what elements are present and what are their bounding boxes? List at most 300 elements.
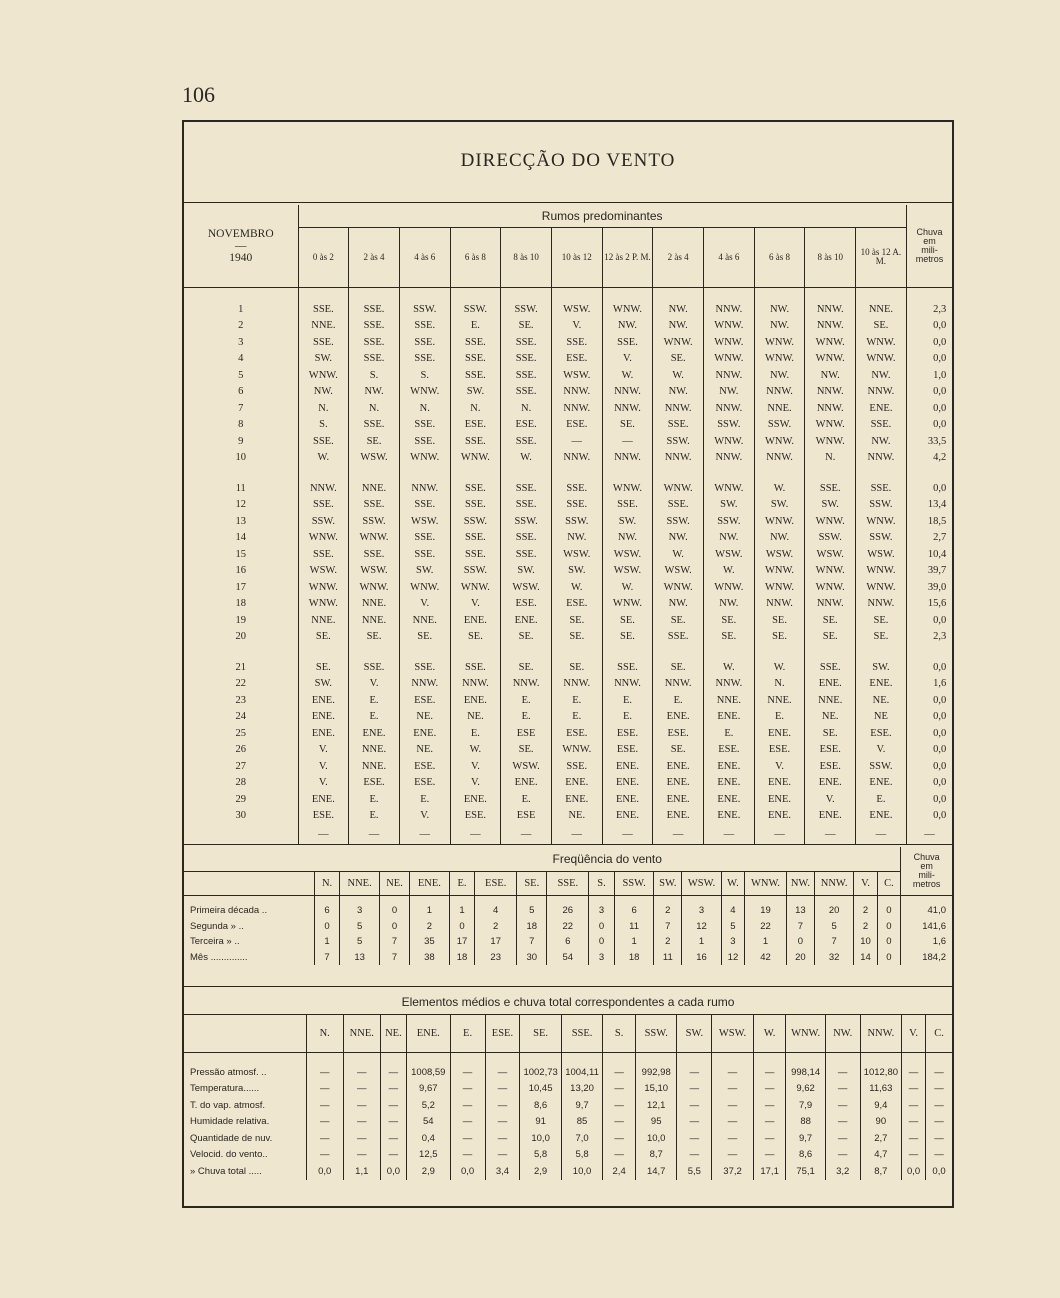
element-cell: — <box>485 1064 520 1081</box>
count-cell: 7 <box>654 919 682 935</box>
rain-cell: 2,3 <box>906 301 952 318</box>
direction-cell: SSE. <box>653 497 704 514</box>
element-cell: 2,4 <box>603 1163 636 1180</box>
spacer-cell <box>379 895 409 903</box>
spacer-cell <box>721 895 744 903</box>
element-cell: — <box>380 1147 406 1164</box>
spacer-cell <box>682 895 722 903</box>
spacer-cell <box>349 287 400 301</box>
table-row <box>184 1130 952 1147</box>
direction-cell: SSE. <box>501 546 552 563</box>
direction-cell: NNE. <box>298 318 349 335</box>
spacer-cell <box>184 1052 306 1064</box>
spacer-cell <box>517 895 547 903</box>
direction-cell: NNE. <box>754 400 805 417</box>
direction-cell: E. <box>551 709 602 726</box>
freq-rain-header <box>901 847 952 895</box>
spacer-cell <box>306 1052 343 1064</box>
direction-cell: ENE. <box>856 400 907 417</box>
direction-cell: W. <box>450 742 501 759</box>
direction-cell: ESE. <box>450 417 501 434</box>
direction-cell: WSW. <box>399 513 450 530</box>
spacer-cell <box>399 645 450 659</box>
direction-cell: WNW. <box>704 318 755 335</box>
direction-cell: SSW. <box>805 530 856 547</box>
direction-cell: SW. <box>298 351 349 368</box>
element-cell: — <box>485 1147 520 1164</box>
spacer-cell <box>745 895 787 903</box>
direction-cell: NE. <box>399 709 450 726</box>
direction-cell: V. <box>450 775 501 792</box>
direction-cell: WSW. <box>805 546 856 563</box>
count-cell: 32 <box>814 950 854 966</box>
direction-cell: NW. <box>349 384 400 401</box>
direction-cell: ENE. <box>298 709 349 726</box>
table-row <box>184 513 952 530</box>
spacer-cell <box>654 895 682 903</box>
table-row <box>184 775 952 792</box>
element-cell: — <box>926 1081 952 1098</box>
spacer-cell <box>184 895 314 903</box>
element-cell: — <box>902 1097 926 1114</box>
spacer-cell <box>343 1052 380 1064</box>
table-row <box>184 725 952 742</box>
direction-cell: SSE. <box>856 480 907 497</box>
direction-cell: SSE. <box>399 318 450 335</box>
section-divider <box>184 844 952 845</box>
direction-cell: ESE. <box>551 725 602 742</box>
dash-cell: — <box>602 824 653 844</box>
element-cell: 85 <box>561 1114 602 1131</box>
direction-cell: NNE. <box>704 692 755 709</box>
element-cell: 11,63 <box>860 1081 901 1098</box>
spacer-cell <box>677 1052 712 1064</box>
direction-cell: NNE. <box>805 692 856 709</box>
direction-cell: SSW. <box>450 301 501 318</box>
direction-cell: WNW. <box>298 579 349 596</box>
direction-cell: ENE. <box>704 808 755 825</box>
rain-cell: 2,3 <box>906 629 952 646</box>
direction-cell: SSW. <box>501 301 552 318</box>
table-row <box>184 301 952 318</box>
spacer-cell <box>314 895 340 903</box>
direction-cell: ENE. <box>602 791 653 808</box>
direction-cell: SSE. <box>399 334 450 351</box>
direction-cell: WNW. <box>856 351 907 368</box>
direction-cell: WNW. <box>805 334 856 351</box>
count-cell: 1 <box>614 934 654 950</box>
direction-cell: WNW. <box>754 351 805 368</box>
table-row <box>184 903 952 919</box>
direction-cell: SE. <box>349 629 400 646</box>
direction-cell: SSE. <box>602 334 653 351</box>
count-cell: 12 <box>721 950 744 966</box>
hour-header: 6 às 8 <box>754 227 805 287</box>
direction-cell: SSE. <box>501 497 552 514</box>
spacer-cell <box>653 645 704 659</box>
rain-cell: 10,4 <box>906 546 952 563</box>
direction-cell: ENE. <box>754 791 805 808</box>
element-cell: — <box>677 1114 712 1131</box>
direction-cell: SSE. <box>450 334 501 351</box>
direction-header: ESE. <box>485 1014 520 1052</box>
group-header-rumos: Rumos predominantes <box>298 205 906 227</box>
row-label: Quantidade de nuv. <box>190 1132 273 1144</box>
direction-header: SSE. <box>561 1014 602 1052</box>
group-header-elements: Elementos médios e chuva total correspondentes a cada rumo <box>401 994 735 1009</box>
spacer-cell <box>349 466 400 480</box>
hour-header: 2 às 4 <box>653 227 704 287</box>
element-cell: — <box>343 1097 380 1114</box>
direction-cell: V. <box>856 742 907 759</box>
direction-cell: V. <box>551 318 602 335</box>
direction-cell: NNW. <box>754 450 805 467</box>
direction-cell: NNW. <box>805 400 856 417</box>
element-cell: 992,98 <box>635 1064 676 1081</box>
spacer-cell <box>754 287 805 301</box>
rain-cell: 15,6 <box>906 596 952 613</box>
element-cell: 8,7 <box>860 1163 901 1180</box>
count-cell: 18 <box>449 950 475 966</box>
spacer-cell <box>184 287 298 301</box>
dash-cell: — <box>551 824 602 844</box>
count-cell: 0 <box>379 903 409 919</box>
direction-header: NNE. <box>343 1014 380 1052</box>
row-label: Humidade relativa. <box>190 1116 270 1128</box>
direction-cell: WNW. <box>298 596 349 613</box>
direction-cell: WNW. <box>704 351 755 368</box>
hour-header: 4 às 6 <box>704 227 755 287</box>
direction-cell: SSE. <box>399 546 450 563</box>
element-cell: 2,9 <box>406 1163 450 1180</box>
direction-header: ENE. <box>410 871 450 895</box>
element-cell: — <box>902 1114 926 1131</box>
direction-cell: SSE. <box>450 480 501 497</box>
direction-cell: SE. <box>399 629 450 646</box>
spacer-cell <box>547 895 589 903</box>
spacer-cell <box>184 466 298 480</box>
element-cell: — <box>306 1114 343 1131</box>
direction-cell: ESE. <box>856 725 907 742</box>
element-cell: — <box>753 1064 786 1081</box>
direction-cell: ENE. <box>805 676 856 693</box>
direction-cell: SSE. <box>349 659 400 676</box>
day-cell: 10 <box>235 452 246 464</box>
element-cell: — <box>343 1081 380 1098</box>
direction-cell: SSE. <box>298 433 349 450</box>
spacer-cell <box>589 895 615 903</box>
element-cell: — <box>306 1081 343 1098</box>
direction-cell: E. <box>450 725 501 742</box>
spacer-cell <box>551 466 602 480</box>
element-cell: 1,1 <box>343 1163 380 1180</box>
element-cell: 95 <box>635 1114 676 1131</box>
section-divider <box>184 986 952 987</box>
element-cell: — <box>450 1147 485 1164</box>
count-cell: 7 <box>786 919 814 935</box>
rain-header-line: mili- <box>921 244 938 255</box>
element-cell: 5,2 <box>406 1097 450 1114</box>
count-cell: 4 <box>721 903 744 919</box>
element-cell: 7,0 <box>561 1130 602 1147</box>
spacer-cell <box>704 645 755 659</box>
rain-cell: 0,0 <box>906 692 952 709</box>
element-cell: 10,45 <box>520 1081 561 1098</box>
spacer-cell <box>877 895 901 903</box>
direction-cell: WNW. <box>805 563 856 580</box>
element-cell: — <box>450 1114 485 1131</box>
rain-cell: 0,0 <box>906 742 952 759</box>
direction-cell: WSW. <box>298 563 349 580</box>
count-cell: 7 <box>379 950 409 966</box>
direction-cell: SSE. <box>399 417 450 434</box>
direction-cell: WNW. <box>653 480 704 497</box>
table-row <box>184 480 952 497</box>
direction-cell: SSE. <box>653 417 704 434</box>
day-cell: 14 <box>235 532 246 544</box>
direction-cell: SSE. <box>349 497 400 514</box>
count-cell: 26 <box>547 903 589 919</box>
direction-cell: SE. <box>501 659 552 676</box>
rain-cell: 0,0 <box>906 791 952 808</box>
direction-cell: W. <box>754 659 805 676</box>
direction-cell: SSE. <box>298 334 349 351</box>
direction-cell: ESE <box>501 808 552 825</box>
spacer-cell <box>501 645 552 659</box>
element-cell: 0,0 <box>902 1163 926 1180</box>
direction-cell: SE. <box>450 629 501 646</box>
count-cell: 11 <box>654 950 682 966</box>
wind-direction-frame <box>182 120 954 1208</box>
direction-header: E. <box>449 871 475 895</box>
hour-header: 10 às 12 A. M. <box>856 227 907 287</box>
day-cell: 8 <box>238 419 244 431</box>
direction-cell: ENE. <box>602 808 653 825</box>
month-header <box>184 205 298 287</box>
direction-cell: SE. <box>653 351 704 368</box>
page-title: DIRECÇÃO DO VENTO <box>460 150 676 171</box>
element-cell: 0,0 <box>380 1163 406 1180</box>
direction-cell: SSE. <box>399 433 450 450</box>
table-row <box>184 417 952 434</box>
direction-cell: WNW. <box>399 450 450 467</box>
direction-cell: ENE. <box>653 775 704 792</box>
direction-cell: NW. <box>653 384 704 401</box>
element-cell: — <box>603 1064 636 1081</box>
element-cell: — <box>380 1081 406 1098</box>
table-row <box>184 692 952 709</box>
element-cell: 5,5 <box>677 1163 712 1180</box>
direction-cell: WNW. <box>805 513 856 530</box>
count-cell: 13 <box>340 950 380 966</box>
direction-cell: NNW. <box>551 450 602 467</box>
spacer-cell <box>614 895 654 903</box>
direction-header: SE. <box>520 1014 561 1052</box>
count-cell: 1 <box>410 903 450 919</box>
direction-cell: NW. <box>653 318 704 335</box>
direction-cell: WNW. <box>805 579 856 596</box>
direction-cell: SSW. <box>501 513 552 530</box>
direction-cell: NNW. <box>551 400 602 417</box>
direction-cell: NNW. <box>856 596 907 613</box>
element-cell: — <box>712 1114 753 1131</box>
direction-cell: SSW. <box>349 513 400 530</box>
direction-cell: SSE. <box>349 351 400 368</box>
direction-header: N. <box>306 1014 343 1052</box>
direction-cell: ENE. <box>653 808 704 825</box>
spacer-cell <box>805 287 856 301</box>
day-cell: 12 <box>235 499 246 511</box>
count-cell: 17 <box>475 934 517 950</box>
direction-cell: ESE. <box>602 725 653 742</box>
direction-cell: SE. <box>298 659 349 676</box>
count-cell: 3 <box>340 903 380 919</box>
element-cell: — <box>603 1130 636 1147</box>
element-cell: 17,1 <box>753 1163 786 1180</box>
spacer-cell <box>485 1052 520 1064</box>
direction-cell: SW. <box>704 497 755 514</box>
direction-cell: E. <box>349 692 400 709</box>
count-cell: 0 <box>786 934 814 950</box>
row-label: Mês .............. <box>190 951 248 963</box>
direction-cell: NNW. <box>805 318 856 335</box>
direction-cell: NNW. <box>399 480 450 497</box>
day-cell: 18 <box>235 598 246 610</box>
table-row <box>184 676 952 693</box>
direction-cell: — <box>602 433 653 450</box>
direction-cell: E. <box>704 725 755 742</box>
element-cell: — <box>485 1097 520 1114</box>
title-divider <box>184 202 952 203</box>
day-cell: 25 <box>235 727 246 739</box>
spacer-cell <box>602 287 653 301</box>
element-cell: — <box>603 1097 636 1114</box>
hour-header: 12 às 2 P. M. <box>602 227 653 287</box>
day-cell: 7 <box>238 402 244 414</box>
direction-cell: NNE. <box>856 301 907 318</box>
direction-header: W. <box>721 871 744 895</box>
count-cell: 17 <box>449 934 475 950</box>
day-cell: 29 <box>235 793 246 805</box>
day-cell: 4 <box>238 353 244 365</box>
direction-cell: ENE. <box>754 775 805 792</box>
rain-cell: 0,0 <box>906 808 952 825</box>
direction-cell: WNW. <box>399 384 450 401</box>
day-cell: 13 <box>235 515 246 527</box>
direction-cell: SSE. <box>399 530 450 547</box>
element-cell: — <box>712 1081 753 1098</box>
rain-header-line: metros <box>912 878 941 889</box>
direction-cell: W. <box>704 563 755 580</box>
count-cell: 2 <box>475 919 517 935</box>
direction-cell: NW. <box>856 433 907 450</box>
direction-cell: SE. <box>349 433 400 450</box>
direction-cell: SSE. <box>450 530 501 547</box>
direction-cell: WNW. <box>298 530 349 547</box>
direction-cell: SSE. <box>399 497 450 514</box>
group-header-frequency: Freqüência do vento <box>552 851 662 866</box>
element-cell: — <box>825 1081 860 1098</box>
direction-cell: SE. <box>754 612 805 629</box>
direction-cell: WSW. <box>501 579 552 596</box>
direction-cell: ENE. <box>349 725 400 742</box>
element-cell: 3,4 <box>485 1163 520 1180</box>
element-cell: — <box>603 1147 636 1164</box>
direction-cell: WNW. <box>602 480 653 497</box>
direction-cell: SW. <box>754 497 805 514</box>
direction-cell: SE. <box>551 629 602 646</box>
spacer-cell <box>399 287 450 301</box>
direction-cell: W. <box>754 480 805 497</box>
element-cell: — <box>603 1081 636 1098</box>
element-cell: — <box>677 1147 712 1164</box>
spacer-cell <box>520 1052 561 1064</box>
spacer-cell <box>854 895 877 903</box>
direction-cell: WNW. <box>856 513 907 530</box>
direction-cell: WSW. <box>602 563 653 580</box>
day-cell: 1 <box>238 303 244 315</box>
direction-cell: SE. <box>704 629 755 646</box>
spacer-cell <box>551 287 602 301</box>
direction-cell: NW. <box>704 530 755 547</box>
rain-header-line: em <box>920 860 933 871</box>
direction-cell: NW. <box>602 530 653 547</box>
row-label: Temperatura...... <box>190 1083 260 1095</box>
count-cell: 5 <box>340 934 380 950</box>
element-cell: — <box>485 1081 520 1098</box>
element-cell: 3,2 <box>825 1163 860 1180</box>
element-cell: 12,5 <box>406 1147 450 1164</box>
element-cell: — <box>450 1097 485 1114</box>
element-cell: — <box>712 1097 753 1114</box>
rain-header-line: em <box>923 235 936 246</box>
direction-header: SSW. <box>614 871 654 895</box>
spacer-cell <box>856 645 907 659</box>
day-cell: 23 <box>235 694 246 706</box>
element-cell: 5,8 <box>561 1147 602 1164</box>
direction-cell: NW. <box>856 367 907 384</box>
element-cell: — <box>485 1114 520 1131</box>
direction-cell: WNW. <box>298 367 349 384</box>
direction-cell: ESE. <box>399 775 450 792</box>
direction-cell: SW. <box>450 384 501 401</box>
count-cell: 14 <box>854 950 877 966</box>
rain-cell: 0,0 <box>906 480 952 497</box>
table-row <box>184 351 952 368</box>
direction-cell: ENE. <box>704 758 755 775</box>
count-cell: 2 <box>410 919 450 935</box>
element-cell: — <box>450 1130 485 1147</box>
direction-cell: V. <box>805 791 856 808</box>
spacer-cell <box>406 1052 450 1064</box>
direction-header: NNE. <box>340 871 380 895</box>
direction-cell: WNW. <box>856 334 907 351</box>
direction-cell: WNW. <box>602 596 653 613</box>
spacer-cell <box>653 466 704 480</box>
direction-cell: SSE. <box>298 301 349 318</box>
month-label: NOVEMBRO <box>207 227 274 240</box>
direction-header: SW. <box>677 1014 712 1052</box>
element-cell: — <box>926 1097 952 1114</box>
direction-cell: SSW. <box>653 433 704 450</box>
direction-header: WSW. <box>712 1014 753 1052</box>
count-cell: 2 <box>654 934 682 950</box>
row-label: Primeira década .. <box>190 905 268 917</box>
count-cell: 0 <box>449 919 475 935</box>
direction-cell: WSW. <box>754 546 805 563</box>
element-cell: — <box>343 1114 380 1131</box>
element-cell: — <box>825 1064 860 1081</box>
